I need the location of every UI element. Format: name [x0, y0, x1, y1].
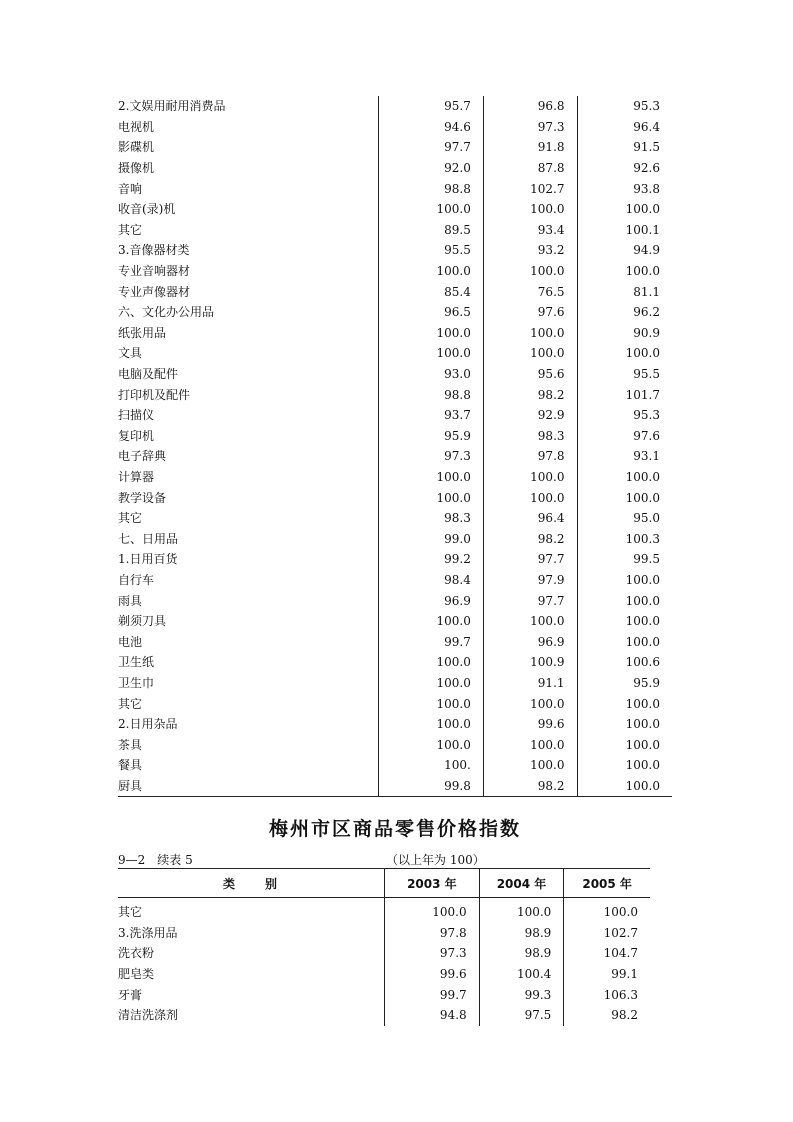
table-row [118, 673, 672, 694]
value-2005: 96.2 [577, 302, 672, 323]
page-title: 梅州市区商品零售价格指数 [268, 818, 521, 840]
value-2003: 100.0 [379, 652, 483, 673]
value-2003: 99.8 [379, 776, 483, 797]
value-2004: 76.5 [483, 281, 577, 302]
value-2005: 100.3 [577, 528, 672, 549]
value-2003: 98.3 [379, 508, 483, 529]
value-2005: 93.8 [577, 178, 672, 199]
row-category-label: 3.洗涤用品 [118, 925, 178, 940]
row-category-label: 专业音响器材 [118, 264, 191, 279]
table-row [118, 693, 672, 714]
value-2005: 100.0 [577, 631, 672, 652]
row-category-label: 打印机及配件 [118, 387, 191, 402]
value-2004: 97.8 [483, 446, 577, 467]
value-2004: 97.9 [483, 570, 577, 591]
row-category-label: 音响 [118, 181, 143, 196]
value-2003: 96.9 [379, 590, 483, 611]
value-2005: 99.1 [564, 964, 650, 985]
value-2003: 95.7 [379, 96, 483, 117]
value-2003: 99.6 [385, 964, 480, 985]
value-2003: 99.7 [385, 984, 480, 1005]
value-2005: 100.0 [577, 714, 672, 735]
table-row [118, 549, 672, 570]
table-row [118, 570, 672, 591]
value-2004: 100.0 [483, 467, 577, 488]
table-row [118, 528, 672, 549]
value-2005: 106.3 [564, 984, 650, 1005]
table-row [118, 776, 672, 797]
value-2003: 98.8 [379, 178, 483, 199]
header-category: 类 别 [118, 869, 385, 898]
row-category-label: 六、文化办公用品 [118, 305, 215, 320]
price-index-table-body [118, 96, 672, 797]
row-category-label: 文具 [118, 346, 143, 361]
row-category-label: 卫生纸 [118, 655, 155, 670]
row-category-label: 电子辞典 [118, 449, 167, 464]
value-2003: 94.6 [379, 117, 483, 138]
value-2004: 98.9 [479, 943, 564, 964]
value-2004: 100.0 [483, 487, 577, 508]
value-2003: 99.2 [379, 549, 483, 570]
row-category-label: 扫描仪 [118, 408, 155, 423]
table-row [118, 96, 672, 117]
value-2004: 100.0 [483, 755, 577, 776]
value-2004: 100.0 [483, 323, 577, 344]
value-2005: 95.3 [577, 96, 672, 117]
value-2003: 97.3 [385, 943, 480, 964]
value-2005: 95.9 [577, 673, 672, 694]
row-category-label: 餐具 [118, 758, 143, 773]
table-row [118, 631, 672, 652]
value-2003: 92.0 [379, 158, 483, 179]
value-2005: 100.0 [577, 611, 672, 632]
value-2005: 100.0 [577, 487, 672, 508]
value-2003: 100.0 [379, 323, 483, 344]
value-2004: 98.2 [483, 384, 577, 405]
value-2004: 97.5 [479, 1005, 564, 1026]
value-2004: 100.0 [483, 611, 577, 632]
row-category-label: 其它 [118, 511, 143, 526]
value-2003: 100.0 [379, 199, 483, 220]
value-2003: 100.0 [379, 261, 483, 282]
table-row [118, 734, 672, 755]
value-2003: 98.4 [379, 570, 483, 591]
value-2004: 100.0 [479, 898, 564, 923]
value-2004: 99.3 [479, 984, 564, 1005]
row-category-label: 肥皂类 [118, 967, 155, 982]
table-row [118, 611, 672, 632]
value-2003: 100.0 [379, 734, 483, 755]
value-2005: 94.9 [577, 240, 672, 261]
value-2005: 100.1 [577, 220, 672, 241]
row-category-label: 其它 [118, 696, 143, 711]
value-2004: 100.0 [483, 199, 577, 220]
value-2005: 99.5 [577, 549, 672, 570]
value-2005: 92.6 [577, 158, 672, 179]
table-number: 9—2 续表 5 [118, 853, 193, 867]
value-2005: 100.0 [577, 343, 672, 364]
value-2004: 98.2 [483, 776, 577, 797]
value-2004: 98.9 [479, 923, 564, 944]
value-2003: 100.0 [379, 673, 483, 694]
table-row [118, 1005, 650, 1026]
value-2003: 94.8 [385, 1005, 480, 1026]
value-2004: 97.3 [483, 117, 577, 138]
value-2003: 100.0 [379, 693, 483, 714]
value-2004: 100.0 [483, 261, 577, 282]
header-2005: 2005 年 [564, 869, 650, 898]
value-2003: 97.3 [379, 446, 483, 467]
table-row [118, 199, 672, 220]
table-row [118, 302, 672, 323]
value-2005: 104.7 [564, 943, 650, 964]
value-2004: 96.4 [483, 508, 577, 529]
value-2005: 95.5 [577, 364, 672, 385]
row-category-label: 3.音像器材类 [118, 243, 190, 258]
value-2004: 87.8 [483, 158, 577, 179]
value-2003: 99.0 [379, 528, 483, 549]
row-category-label: 摄像机 [118, 161, 155, 176]
value-2005: 100.0 [577, 261, 672, 282]
row-category-label: 影碟机 [118, 140, 155, 155]
value-2005: 101.7 [577, 384, 672, 405]
value-2004: 100.0 [483, 734, 577, 755]
table-row [118, 508, 672, 529]
value-2003: 100.0 [379, 714, 483, 735]
value-2003: 93.7 [379, 405, 483, 426]
table-row [118, 943, 650, 964]
table-row [118, 323, 672, 344]
value-2003: 95.9 [379, 426, 483, 447]
value-2005: 100.0 [577, 467, 672, 488]
value-2003: 96.5 [379, 302, 483, 323]
value-2004: 96.9 [483, 631, 577, 652]
table-row [118, 426, 672, 447]
value-2005: 102.7 [564, 923, 650, 944]
value-2003: 100.0 [379, 467, 483, 488]
table-row [118, 240, 672, 261]
value-2005: 100.0 [577, 734, 672, 755]
value-2004: 102.7 [483, 178, 577, 199]
value-2004: 91.1 [483, 673, 577, 694]
value-2005: 100.0 [577, 570, 672, 591]
value-2005: 100.6 [577, 652, 672, 673]
row-category-label: 剃须刀具 [118, 614, 167, 629]
value-2003: 95.5 [379, 240, 483, 261]
row-category-label: 洗衣粉 [118, 946, 155, 961]
value-2004: 100.0 [483, 693, 577, 714]
value-2004: 100.0 [483, 343, 577, 364]
value-2004: 99.6 [483, 714, 577, 735]
row-category-label: 清洁洗涤剂 [118, 1008, 179, 1023]
value-2004: 97.7 [483, 549, 577, 570]
value-2003: 100. [379, 755, 483, 776]
value-2005: 100.0 [564, 898, 650, 923]
row-category-label: 厨具 [118, 776, 379, 797]
value-2004: 96.8 [483, 96, 577, 117]
row-category-label: 教学设备 [118, 490, 167, 505]
header-2004: 2004 年 [479, 869, 564, 898]
row-category-label: 自行车 [118, 572, 155, 587]
value-2004: 91.8 [483, 137, 577, 158]
price-index-table [118, 868, 650, 1026]
table-row [118, 137, 672, 158]
value-2005: 100.0 [577, 755, 672, 776]
value-2003: 85.4 [379, 281, 483, 302]
row-category-label: 雨具 [118, 593, 143, 608]
value-2003: 100.0 [379, 343, 483, 364]
value-2003: 100.0 [379, 611, 483, 632]
value-2003: 100.0 [379, 487, 483, 508]
value-2003: 97.7 [379, 137, 483, 158]
table-row [118, 261, 672, 282]
table-row [118, 590, 672, 611]
row-category-label: 计算器 [118, 469, 155, 484]
table-row [118, 117, 672, 138]
table-row [118, 158, 672, 179]
value-2004: 98.3 [483, 426, 577, 447]
row-category-label: 复印机 [118, 428, 155, 443]
table-header-row [118, 869, 650, 898]
value-2005: 100.0 [577, 590, 672, 611]
value-2004: 100.4 [479, 964, 564, 985]
value-2004: 98.2 [483, 528, 577, 549]
table-row [118, 652, 672, 673]
table-row [118, 964, 650, 985]
row-category-label: 茶具 [118, 737, 143, 752]
value-2003: 93.0 [379, 364, 483, 385]
row-category-label: 1.日用百货 [118, 552, 178, 567]
value-2003: 97.8 [385, 923, 480, 944]
table-row [118, 923, 650, 944]
row-category-label: 2.文娱用耐用消费品 [118, 99, 226, 114]
table-row [118, 446, 672, 467]
table-row [118, 281, 672, 302]
value-2004: 93.4 [483, 220, 577, 241]
row-category-label: 纸张用品 [118, 325, 167, 340]
row-category-label: 卫生巾 [118, 675, 155, 690]
value-2004: 95.6 [483, 364, 577, 385]
header-2003: 2003 年 [385, 869, 480, 898]
table-row [118, 343, 672, 364]
row-category-label: 收音(录)机 [118, 202, 176, 217]
value-2005: 100.0 [577, 693, 672, 714]
value-2003: 99.7 [379, 631, 483, 652]
value-2005: 81.1 [577, 281, 672, 302]
table-row [118, 364, 672, 385]
price-index-table-body [118, 898, 650, 1026]
row-category-label: 专业声像器材 [118, 284, 191, 299]
row-category-label: 牙膏 [118, 987, 143, 1002]
value-2004: 97.6 [483, 302, 577, 323]
value-2003: 89.5 [379, 220, 483, 241]
row-category-label: 2.日用杂品 [118, 717, 178, 732]
row-category-label: 电池 [118, 634, 143, 649]
value-2005: 100.0 [577, 776, 672, 797]
row-category-label: 七、日用品 [118, 531, 179, 546]
value-2004: 92.9 [483, 405, 577, 426]
row-category-label: 其它 [118, 222, 143, 237]
value-2005: 97.6 [577, 426, 672, 447]
row-category-label: 电视机 [118, 119, 155, 134]
value-2004: 97.7 [483, 590, 577, 611]
table-row [118, 384, 672, 405]
table-row [118, 714, 672, 735]
value-2005: 93.1 [577, 446, 672, 467]
value-2005: 95.3 [577, 405, 672, 426]
table-row [118, 467, 672, 488]
row-category-label: 电脑及配件 [118, 367, 179, 382]
table-row [118, 755, 672, 776]
value-2005: 95.0 [577, 508, 672, 529]
table-row [118, 405, 672, 426]
value-2005: 96.4 [577, 117, 672, 138]
table-row [118, 220, 672, 241]
value-2003: 98.8 [379, 384, 483, 405]
row-category-label: 其它 [118, 905, 143, 920]
value-2005: 90.9 [577, 323, 672, 344]
value-2005: 98.2 [564, 1005, 650, 1026]
base-year-note: （以上年为 100） [386, 853, 485, 867]
table-row [118, 898, 650, 923]
value-2005: 100.0 [577, 199, 672, 220]
price-index-table-continued [118, 96, 672, 797]
table-row [118, 984, 650, 1005]
value-2005: 91.5 [577, 137, 672, 158]
value-2004: 100.9 [483, 652, 577, 673]
table-row [118, 178, 672, 199]
table-row [118, 487, 672, 508]
value-2004: 93.2 [483, 240, 577, 261]
value-2003: 100.0 [385, 898, 480, 923]
